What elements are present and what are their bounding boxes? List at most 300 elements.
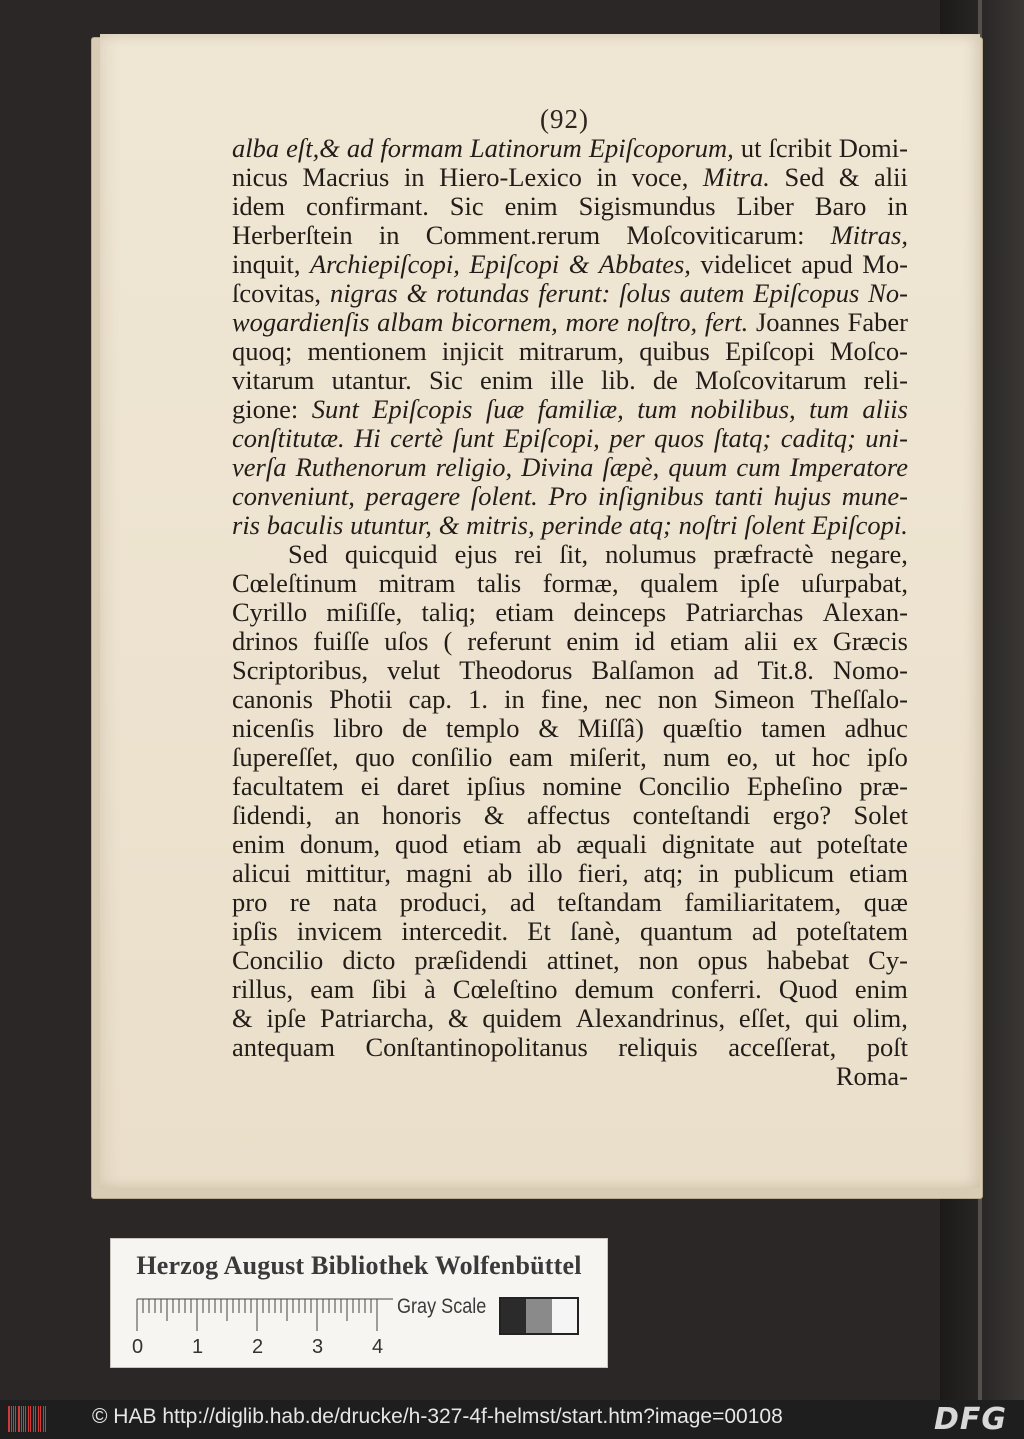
word: aut (769, 829, 802, 859)
word: apud (801, 249, 853, 279)
word: enim (479, 365, 533, 395)
word: illo (527, 858, 563, 888)
word: idem (232, 191, 285, 221)
word: eſt,& (286, 133, 340, 163)
word: demum (574, 974, 655, 1004)
word: adhuc (844, 713, 908, 743)
barcode-bar (40, 1406, 41, 1432)
word: rillus, (232, 974, 294, 1004)
word: negare, (830, 539, 908, 569)
barcode-bar (23, 1406, 24, 1432)
word: ſidendi, (232, 800, 313, 830)
word: perinde (541, 510, 623, 540)
ruler-number: 4 (372, 1336, 384, 1358)
word: autem (679, 278, 745, 308)
word: rei (514, 539, 543, 569)
word: Epiſcopi (469, 249, 560, 279)
word: Cœleſtinum (232, 568, 358, 598)
text-line (232, 308, 908, 337)
word: utuntur, (350, 510, 432, 540)
word: 1. (468, 684, 488, 714)
word: mitrarum, (518, 336, 625, 366)
word: etiam (670, 626, 729, 656)
word: Græcis (832, 626, 908, 656)
word: cap. (408, 684, 452, 714)
text-line (232, 917, 908, 946)
word: ſanè, (570, 916, 621, 946)
text-line (232, 453, 908, 482)
word: vitarum (232, 365, 315, 395)
word: Scriptoribus, (232, 655, 369, 685)
text-line (232, 656, 908, 685)
text-line (232, 888, 908, 917)
word: Theodorus (459, 655, 573, 685)
word: ut (774, 742, 796, 772)
word: affectus (526, 800, 611, 830)
gray-scale-label: Gray Scale (397, 1295, 487, 1318)
word: Hiero-Lexico (439, 162, 582, 192)
word: Epiſcopus (753, 278, 860, 308)
word: cum (736, 452, 781, 482)
word: quum (668, 452, 728, 482)
word: & (568, 249, 590, 279)
word: qualem (640, 568, 719, 598)
word: ſibi (371, 974, 407, 1004)
word: eo, (726, 742, 759, 772)
word: Theſſalo- (810, 684, 908, 714)
text-line (232, 395, 908, 424)
barcode-bar (15, 1406, 16, 1432)
barcode-bar (28, 1406, 29, 1432)
word: & (406, 278, 428, 308)
word: & (438, 510, 460, 540)
word: alii (874, 162, 908, 192)
word: antequam (232, 1032, 336, 1062)
word: Cœleſtino (452, 974, 558, 1004)
gray-swatch (526, 1299, 551, 1333)
word: drinos (232, 626, 299, 656)
word: pro (232, 887, 268, 917)
word: alba (232, 133, 280, 163)
word: more (565, 307, 619, 337)
barcode-bar (25, 1406, 26, 1432)
word: Liber (736, 191, 794, 221)
word: ejus (454, 539, 498, 569)
text-line (232, 772, 908, 801)
word: Ruthenorum (295, 452, 427, 482)
word: poteſtatem (796, 916, 908, 946)
word: in (403, 162, 425, 192)
word: Balſamon (591, 655, 695, 685)
word: enim (854, 974, 908, 1004)
word: formæ, (542, 568, 619, 598)
text-line (232, 569, 908, 598)
text-line (232, 540, 908, 569)
word: invicem (296, 916, 383, 946)
word: quo (355, 742, 395, 772)
word: taliq; (421, 597, 476, 627)
word: facultatem (232, 771, 344, 801)
word: hujus (773, 481, 832, 511)
word: Faber (847, 307, 908, 337)
word: mitram (378, 568, 456, 598)
word: ipſius (466, 771, 526, 801)
word: ergo? (772, 800, 832, 830)
ruler-number: 3 (312, 1336, 324, 1358)
word: intercedit. (401, 916, 509, 946)
footer-url[interactable]: © HAB http://diglib.hab.de/drucke/h-327-4f-helmst/start.htm?image=00108 (92, 1405, 783, 1428)
word: tum (637, 394, 677, 424)
word: familiæ, (537, 394, 624, 424)
barcode-bar (45, 1406, 46, 1432)
word: ſolent. (470, 481, 538, 511)
text-line (232, 714, 908, 743)
word: attinet, (546, 945, 620, 975)
text-line (232, 801, 908, 830)
word: donum, (299, 829, 381, 859)
word: quæſtio (662, 713, 743, 743)
word: dicto (342, 945, 396, 975)
word: de (402, 713, 428, 743)
word: libro (333, 713, 384, 743)
barcode-bar (11, 1406, 12, 1432)
text-line (232, 859, 908, 888)
word: conſtitutæ. (232, 423, 345, 453)
text-line (232, 250, 908, 279)
word: confirmant. (305, 191, 429, 221)
word: Concilio (638, 771, 730, 801)
text-line (232, 134, 908, 163)
word: inſignibus (597, 481, 704, 511)
word: dignitate (661, 829, 755, 859)
word: Abbates, (598, 249, 691, 279)
word: Mitras, (830, 220, 908, 250)
word: Sigismundus (578, 191, 716, 221)
word: quos (654, 423, 705, 453)
word: Epiſcopis (372, 394, 473, 424)
word: ipſe (266, 1003, 307, 1033)
word: Baro (814, 191, 867, 221)
word: tum (809, 394, 849, 424)
word: quoq; (232, 336, 293, 366)
barcode-bar (21, 1406, 22, 1432)
barcode-bar (43, 1406, 45, 1432)
word: ſolus (619, 278, 671, 308)
word: ſupereſſet, (232, 742, 339, 772)
word: id (634, 626, 655, 656)
gray-swatch (501, 1299, 526, 1333)
word: Pro (548, 481, 588, 511)
word: Sic (449, 191, 484, 221)
word: Latinorum (469, 133, 582, 163)
page-number: (92) (540, 104, 589, 134)
text-line (232, 279, 908, 308)
word: produci, (399, 887, 488, 917)
word: ſolent (744, 510, 805, 540)
word: uni- (865, 423, 908, 453)
word: Macrius (302, 162, 390, 192)
word: acceſſerat, (728, 1032, 837, 1062)
word: Sunt (311, 394, 359, 424)
word: nec (604, 684, 642, 714)
word: Domi- (838, 133, 908, 163)
text-line (232, 424, 908, 453)
word: enim (232, 829, 285, 859)
word: rotundas (436, 278, 530, 308)
text-line (232, 192, 908, 221)
page-text (232, 134, 908, 1091)
word: atq; (643, 858, 684, 888)
word: velut (387, 655, 441, 685)
word: honoris (382, 800, 462, 830)
word: habebat (766, 945, 850, 975)
barcode-bar (13, 1406, 14, 1432)
text-line (232, 1004, 908, 1033)
word: fuiſſe (313, 626, 370, 656)
word: ſæpè, (602, 452, 660, 482)
word: daret (396, 771, 450, 801)
word: æquali (576, 829, 648, 859)
word: Cy- (868, 945, 908, 975)
word: Patriarcha, (320, 1003, 435, 1033)
word: præ- (859, 771, 908, 801)
word: Sed (288, 539, 328, 569)
library-card (110, 1238, 608, 1368)
text-line (232, 1062, 908, 1091)
word: ipſis (232, 916, 278, 946)
word: uſurpabat, (801, 568, 908, 598)
word: Moſco- (829, 336, 908, 366)
word: in (596, 162, 618, 192)
ruler-number: 0 (132, 1336, 144, 1358)
word: Moſcovitarum (695, 365, 847, 395)
word: Hi (354, 423, 381, 453)
word: fine, (540, 684, 589, 714)
word: conſilio (411, 742, 493, 772)
word: non (638, 945, 679, 975)
word: magni (406, 858, 473, 888)
word: an (334, 800, 360, 830)
word: canonis (232, 684, 313, 714)
text-line (232, 511, 908, 540)
word: ille (550, 365, 584, 395)
word: publicum (733, 858, 835, 888)
word: eſſet, (738, 1003, 792, 1033)
word: quæ (863, 887, 908, 917)
word: præfractè (713, 539, 814, 569)
word: gione: (232, 394, 299, 424)
text-line (232, 1033, 908, 1062)
word: verſa (232, 452, 287, 482)
word: nigras (329, 278, 398, 308)
word: & (838, 162, 860, 192)
word: hoc (811, 742, 851, 772)
word: mentionem (307, 336, 427, 366)
word: No- (868, 278, 908, 308)
word: nobilibus, (690, 394, 796, 424)
word: atq; (629, 510, 672, 540)
word: quicquid (344, 539, 438, 569)
word: enim (566, 626, 620, 656)
word: ab (536, 829, 562, 859)
word: etiam (462, 829, 522, 859)
word: ei (360, 771, 380, 801)
word: fieri, (577, 858, 629, 888)
word: quod (394, 829, 448, 859)
word: miſerit, (569, 742, 647, 772)
word: Cyrillo (232, 597, 308, 627)
word: qui (805, 1003, 839, 1033)
text-line (232, 975, 908, 1004)
word: uſos (384, 626, 429, 656)
word: & (232, 1003, 253, 1033)
word: Conſtantinopolitanus (365, 1032, 588, 1062)
word: Joannes (755, 307, 840, 337)
word: Moſcoviticarum: (626, 220, 805, 250)
word: Sed (784, 162, 825, 192)
text-line (232, 163, 908, 192)
word: albam (377, 307, 444, 337)
word: præſidendi (414, 945, 528, 975)
text-line (232, 598, 908, 627)
word: & (483, 800, 505, 830)
text-line (232, 685, 908, 714)
gray-scale-swatches (499, 1297, 579, 1335)
text-line (232, 743, 908, 772)
word: talis (476, 568, 522, 598)
word: reliquis (618, 1032, 698, 1062)
library-name: Herzog August Bibliothek Wolfenbüttel (136, 1251, 582, 1280)
word: Epiſcopi (725, 336, 815, 366)
word: Et (527, 916, 551, 946)
word: Patriarchas (685, 597, 804, 627)
word: ſcovitas, (232, 278, 322, 308)
word: quantum (639, 916, 733, 946)
word: deinceps (573, 597, 667, 627)
word: lib. (601, 365, 636, 395)
word: alicui (232, 858, 291, 888)
word: Solet (853, 800, 908, 830)
barcode-bar (18, 1406, 20, 1432)
word: quidem (482, 1003, 562, 1033)
word: nicenſis (232, 713, 315, 743)
barcode-bar (33, 1406, 34, 1432)
barcode-bar (30, 1406, 32, 1432)
word: ris (232, 510, 260, 540)
word: non (657, 684, 698, 714)
word: etiam (495, 597, 555, 627)
word: nolumus (605, 539, 697, 569)
word: Epiſcopi. (811, 510, 908, 540)
word: peragere (365, 481, 461, 511)
word: videlicet (700, 249, 792, 279)
word: miſiſſe, (326, 597, 403, 627)
word: utantur. (331, 365, 412, 395)
word: noſtri (678, 510, 738, 540)
ruler-number: 2 (252, 1336, 264, 1358)
word: Tit.8. (757, 655, 814, 685)
word: aliis (862, 394, 908, 424)
word: wogardienſis (232, 307, 370, 337)
word: & (447, 1003, 469, 1033)
word: tamen (761, 713, 826, 743)
word: etiam (849, 858, 908, 888)
dfg-logo: DFG (934, 1402, 1008, 1437)
word: reli- (863, 365, 908, 395)
word: poteſtate (816, 829, 908, 859)
word: nomine (542, 771, 622, 801)
barcode-bar (38, 1406, 39, 1432)
word: Epheſino (746, 771, 843, 801)
word: Herberſtein (232, 220, 353, 250)
word: mitris, (466, 510, 535, 540)
word: ferunt: (538, 278, 611, 308)
word: ſunt (452, 423, 494, 453)
word: ( (443, 626, 453, 656)
word: voce, (631, 162, 689, 192)
word: Comment.rerum (425, 220, 601, 250)
word: formam (380, 133, 463, 163)
word: referunt (467, 626, 552, 656)
word: ſcribit (768, 133, 832, 163)
word: certè (390, 423, 444, 453)
word: in (887, 191, 908, 221)
barcode-icon (8, 1406, 48, 1432)
word: templo (445, 713, 520, 743)
word: conveniunt, (232, 481, 355, 511)
barcode-bar (8, 1406, 10, 1432)
text-line (232, 482, 908, 511)
word: conferri. (671, 974, 762, 1004)
word: noſtro, (626, 307, 698, 337)
word: religio, (435, 452, 513, 482)
word: injicit (441, 336, 504, 366)
word: ad (346, 133, 374, 163)
word: tanti (714, 481, 764, 511)
word: alii (743, 626, 778, 656)
word: ad (751, 916, 777, 946)
word: Imperatore (789, 452, 908, 482)
word: bicornem, (451, 307, 558, 337)
word: Quod (778, 974, 838, 1004)
word: Mitra. (702, 162, 770, 192)
ruler (132, 1295, 395, 1358)
gray-swatch (552, 1299, 577, 1333)
word: Mo- (862, 249, 908, 279)
word: Concilio (232, 945, 324, 975)
word: ſuæ (485, 394, 525, 424)
word: & (538, 713, 559, 743)
word: in (698, 858, 719, 888)
word: fert. (704, 307, 749, 337)
text-line (232, 627, 908, 656)
word: ſtatq; (713, 423, 772, 453)
word: familiaritatem, (684, 887, 842, 917)
word: inquit, (232, 249, 301, 279)
barcode-bar (35, 1406, 36, 1432)
word: ex (792, 626, 818, 656)
word: de (652, 365, 678, 395)
word: conteſtandi (632, 800, 751, 830)
text-line (232, 221, 908, 250)
word: Simeon (713, 684, 795, 714)
word: teſtandam (557, 887, 662, 917)
word: Nomo- (832, 655, 908, 685)
word: mune- (841, 481, 908, 511)
word: baculis (266, 510, 344, 540)
word: Epiſcoporum, (588, 133, 734, 163)
text-line (232, 366, 908, 395)
